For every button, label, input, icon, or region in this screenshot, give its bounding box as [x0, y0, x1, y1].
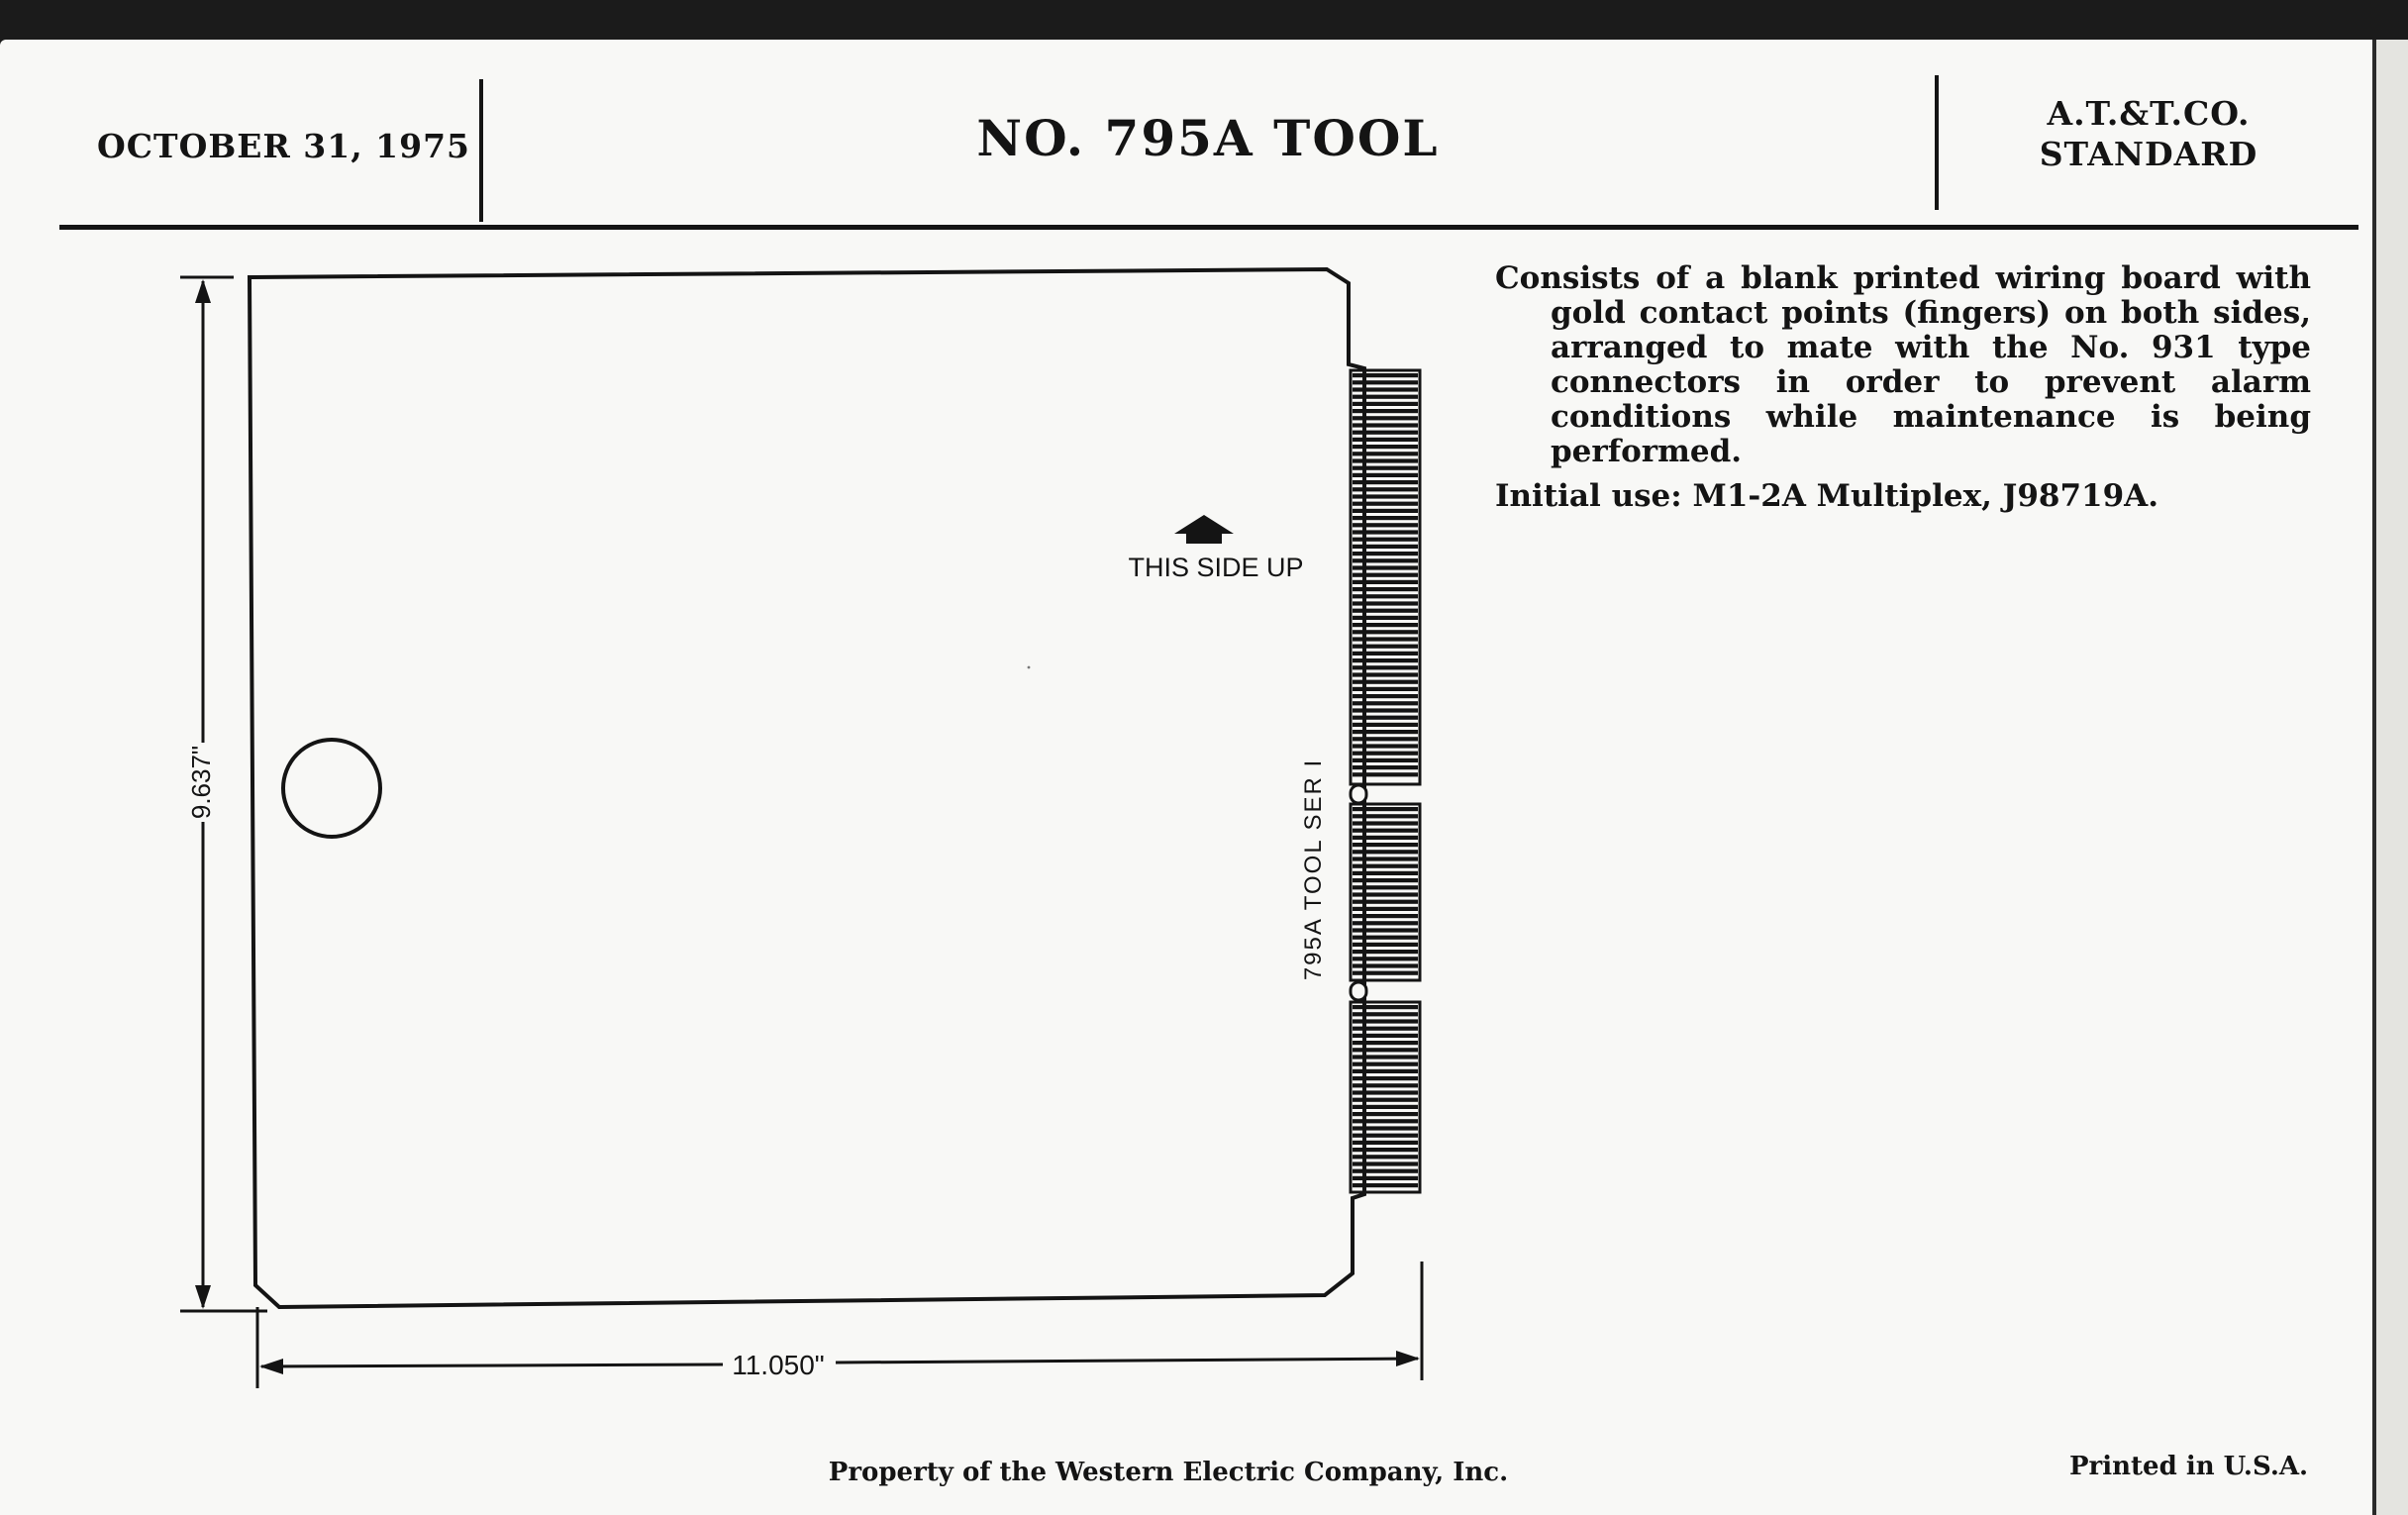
contact-finger [1353, 1112, 1418, 1116]
width-arrow-right [1396, 1351, 1420, 1366]
contact-finger [1353, 829, 1418, 833]
contact-finger [1353, 907, 1418, 911]
contact-finger [1353, 487, 1418, 491]
contact-finger [1353, 1083, 1418, 1087]
contact-finger [1353, 580, 1418, 584]
contact-finger [1353, 821, 1418, 825]
contact-finger [1353, 921, 1418, 925]
standard-line-1: A.T.&T.CO. [2047, 94, 2251, 133]
initial-use-text: Initial use: M1-2A Multiplex, J98719A. [1495, 478, 2159, 514]
contact-finger [1353, 1005, 1418, 1009]
contact-finger [1353, 665, 1418, 669]
contact-finger [1353, 885, 1418, 889]
contact-finger [1353, 473, 1418, 477]
contact-finger [1353, 878, 1418, 882]
width-arrow-left [259, 1359, 283, 1374]
contact-finger [1353, 516, 1418, 520]
contact-finger [1353, 708, 1418, 712]
board-marking: 795A TOOL SER I [1300, 758, 1327, 981]
contact-finger [1353, 1176, 1418, 1180]
header-date: OCTOBER 31, 1975 [97, 127, 471, 165]
contact-finger [1353, 843, 1418, 847]
contact-finger [1353, 730, 1418, 734]
contact-finger [1353, 1183, 1418, 1187]
contact-finger [1353, 509, 1418, 513]
key-notch-1 [1351, 785, 1366, 803]
contact-finger [1353, 864, 1418, 868]
contact-finger [1353, 701, 1418, 705]
key-notch-2 [1351, 982, 1366, 1000]
page-title: NO. 795A TOOL [976, 109, 1440, 167]
contact-finger [1353, 594, 1418, 598]
contact-finger [1353, 936, 1418, 940]
contact-finger [1353, 814, 1418, 818]
contact-finger [1353, 1069, 1418, 1073]
contact-finger [1353, 765, 1418, 769]
contact-finger [1353, 623, 1418, 627]
contact-finger [1353, 1134, 1418, 1138]
orientation-label: THIS SIDE UP [1128, 553, 1304, 582]
property-notice: Property of the Western Electric Company, Inc. [828, 1458, 1509, 1487]
contact-finger [1353, 1169, 1418, 1173]
width-dimension [257, 1262, 1422, 1388]
contact-finger [1353, 836, 1418, 840]
contact-finger [1353, 744, 1418, 748]
contact-finger [1353, 530, 1418, 534]
contact-finger [1353, 416, 1418, 420]
contact-finger [1353, 431, 1418, 435]
contact-finger [1353, 672, 1418, 676]
contact-finger [1353, 752, 1418, 756]
contact-finger [1353, 914, 1418, 918]
height-arrow-top [195, 279, 211, 303]
contact-finger [1353, 1148, 1418, 1152]
contact-finger [1353, 1105, 1418, 1109]
contact-finger [1353, 466, 1418, 470]
board-outline [250, 269, 1364, 1307]
contact-finger [1353, 480, 1418, 484]
contact-finger [1353, 545, 1418, 549]
contact-finger [1353, 452, 1418, 455]
contact-finger [1353, 1155, 1418, 1159]
contact-finger [1353, 1027, 1418, 1031]
contact-finger [1353, 438, 1418, 442]
printed-notice: Printed in U.S.A. [2069, 1452, 2309, 1481]
contact-finger [1353, 850, 1418, 854]
width-dimension-label: 11.050" [732, 1350, 825, 1380]
contact-finger [1353, 601, 1418, 605]
contact-finger [1353, 373, 1418, 377]
contact-finger [1353, 900, 1418, 904]
contact-finger [1353, 423, 1418, 427]
contact-finger [1353, 1034, 1418, 1038]
mounting-hole [283, 740, 380, 837]
contact-finger [1353, 1090, 1418, 1094]
contact-finger [1353, 565, 1418, 569]
contact-finger [1353, 637, 1418, 641]
contact-finger [1353, 645, 1418, 649]
contact-finger [1353, 523, 1418, 527]
contact-finger [1353, 380, 1418, 384]
up-arrow-icon [1174, 515, 1234, 544]
contact-finger [1353, 1048, 1418, 1052]
contact-finger [1353, 943, 1418, 947]
contact-finger [1353, 658, 1418, 662]
contact-finger [1353, 402, 1418, 406]
contact-finger [1353, 573, 1418, 577]
contact-finger [1353, 1162, 1418, 1165]
contact-finger [1353, 587, 1418, 591]
contact-fingers [1351, 370, 1420, 1192]
contact-finger [1353, 723, 1418, 727]
height-arrow-bottom [195, 1285, 211, 1309]
contact-finger [1353, 871, 1418, 875]
contact-finger [1353, 630, 1418, 634]
contact-finger [1353, 494, 1418, 498]
contact-finger [1353, 1012, 1418, 1016]
contact-finger [1353, 857, 1418, 860]
contact-finger [1353, 616, 1418, 620]
height-dimension-label: 9.637" [186, 745, 216, 820]
contact-finger [1353, 552, 1418, 556]
contact-finger [1353, 1062, 1418, 1066]
contact-finger [1353, 687, 1418, 691]
contact-finger [1353, 409, 1418, 413]
contact-finger [1353, 694, 1418, 698]
contact-finger [1353, 1041, 1418, 1045]
contact-finger [1353, 1119, 1418, 1123]
contact-finger [1353, 971, 1418, 975]
contact-finger [1353, 1019, 1418, 1023]
contact-finger [1353, 502, 1418, 506]
contact-finger [1353, 538, 1418, 542]
contact-finger [1353, 680, 1418, 684]
contact-finger [1353, 1098, 1418, 1102]
paper-speck [1028, 666, 1031, 669]
contact-finger [1353, 558, 1418, 562]
contact-finger [1353, 445, 1418, 449]
contact-finger [1353, 387, 1418, 391]
contact-finger [1353, 758, 1418, 762]
contact-finger [1353, 1126, 1418, 1130]
contact-finger [1353, 963, 1418, 967]
contact-finger [1353, 716, 1418, 720]
contact-finger [1353, 772, 1418, 776]
contact-finger [1353, 1076, 1418, 1080]
contact-finger [1353, 737, 1418, 741]
description-text: Consists of a blank printed wiring board with gold contact points (fingers) on both sides, arranged to mate with the No. 931 type connectors in order to prevent alarm conditions while maintenance is being performed. [1495, 260, 2311, 469]
contact-finger [1353, 458, 1418, 462]
contact-finger [1353, 652, 1418, 656]
contact-finger [1353, 807, 1418, 811]
standard-line-2: STANDARD [2039, 135, 2258, 173]
contact-finger [1353, 395, 1418, 399]
contact-finger [1353, 950, 1418, 954]
contact-finger [1353, 609, 1418, 613]
contact-finger [1353, 1141, 1418, 1145]
contact-finger [1353, 892, 1418, 896]
contact-finger [1353, 957, 1418, 960]
contact-finger [1353, 1055, 1418, 1059]
contact-finger [1353, 928, 1418, 932]
